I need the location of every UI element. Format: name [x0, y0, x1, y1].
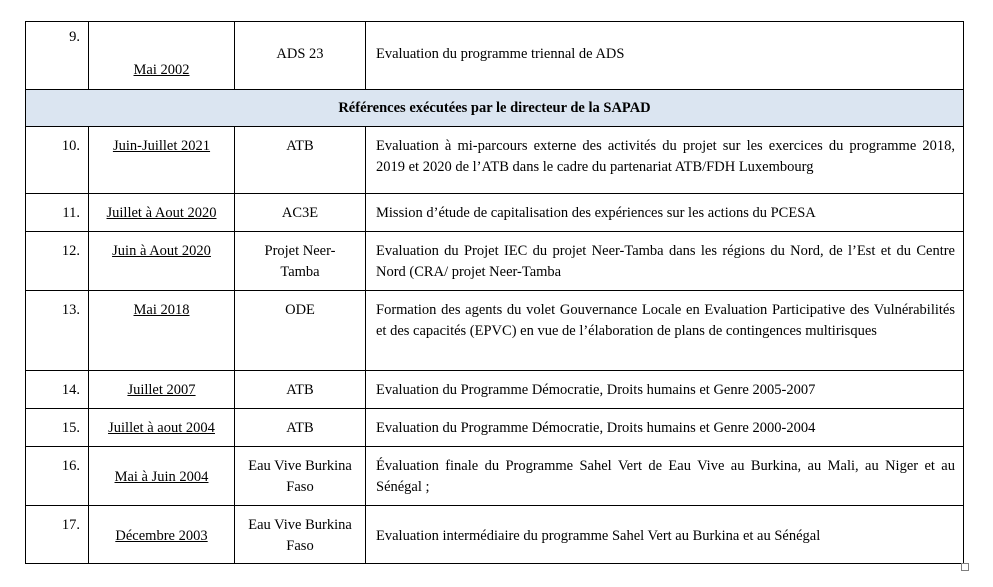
- row-date: Juillet à Aout 2020: [89, 194, 235, 232]
- row-organization: ODE: [235, 291, 366, 371]
- row-organization: Eau Vive Burkina Faso: [235, 506, 366, 564]
- row-organization: Eau Vive Burkina Faso: [235, 447, 366, 506]
- table-resize-handle[interactable]: [961, 563, 969, 571]
- row-description: Formation des agents du volet Gouvernance Locale en Evaluation Participative des Vulnérabilités et des capacités (EPVC) en vue de l’élaboration de plans de contingences multirisques: [366, 291, 964, 371]
- row-description: Evaluation à mi-parcours externe des activités du projet sur les exercices du programme 2018, 2019 et 2020 de l’ATB dans le cadre du partenariat ATB/FDH Luxembourg: [366, 127, 964, 194]
- section-header-row: [26, 90, 964, 127]
- row-number: 11.: [26, 194, 89, 232]
- row-number: 14.: [26, 371, 89, 409]
- table-row: [26, 232, 964, 291]
- row-date: Mai 2018: [89, 291, 235, 371]
- row-description: Évaluation finale du Programme Sahel Vert de Eau Vive au Burkina, au Mali, au Niger et au Sénégal ;: [366, 447, 964, 506]
- table-row: [26, 22, 964, 90]
- row-number: 17.: [26, 506, 89, 564]
- row-description: Evaluation intermédiaire du programme Sahel Vert au Burkina et au Sénégal: [366, 506, 964, 564]
- table-row: [26, 506, 964, 564]
- row-organization: ATB: [235, 409, 366, 447]
- row-date: Juin-Juillet 2021: [89, 127, 235, 194]
- row-description: Evaluation du Programme Démocratie, Droits humains et Genre 2000-2004: [366, 409, 964, 447]
- row-date: Juillet à aout 2004: [89, 409, 235, 447]
- table-row: [26, 194, 964, 232]
- row-organization: ATB: [235, 127, 366, 194]
- row-description: Mission d’étude de capitalisation des expériences sur les actions du PCESA: [366, 194, 964, 232]
- table-row: [26, 291, 964, 371]
- row-date: Mai 2002: [89, 22, 235, 90]
- row-number: 12.: [26, 232, 89, 291]
- row-date: Décembre 2003: [89, 506, 235, 564]
- row-number: 13.: [26, 291, 89, 371]
- row-number: 15.: [26, 409, 89, 447]
- row-number: 9.: [26, 22, 89, 90]
- table-row: [26, 371, 964, 409]
- row-date: Juin à Aout 2020: [89, 232, 235, 291]
- row-number: 10.: [26, 127, 89, 194]
- row-date: Mai à Juin 2004: [89, 447, 235, 506]
- row-date: Juillet 2007: [89, 371, 235, 409]
- row-organization: AC3E: [235, 194, 366, 232]
- row-description: Evaluation du Programme Démocratie, Droits humains et Genre 2005-2007: [366, 371, 964, 409]
- table-row: [26, 409, 964, 447]
- row-description: Evaluation du Projet IEC du projet Neer-Tamba dans les régions du Nord, de l’Est et du Centre Nord (CRA/ projet Neer-Tamba: [366, 232, 964, 291]
- section-title: Références exécutées par le directeur de la SAPAD: [26, 90, 964, 127]
- table-row: [26, 127, 964, 194]
- row-description: Evaluation du programme triennal de ADS: [366, 22, 964, 90]
- references-table: [25, 21, 964, 564]
- row-organization: ATB: [235, 371, 366, 409]
- table-row: [26, 447, 964, 506]
- row-organization: Projet Neer-Tamba: [235, 232, 366, 291]
- row-organization: ADS 23: [235, 22, 366, 90]
- row-number: 16.: [26, 447, 89, 506]
